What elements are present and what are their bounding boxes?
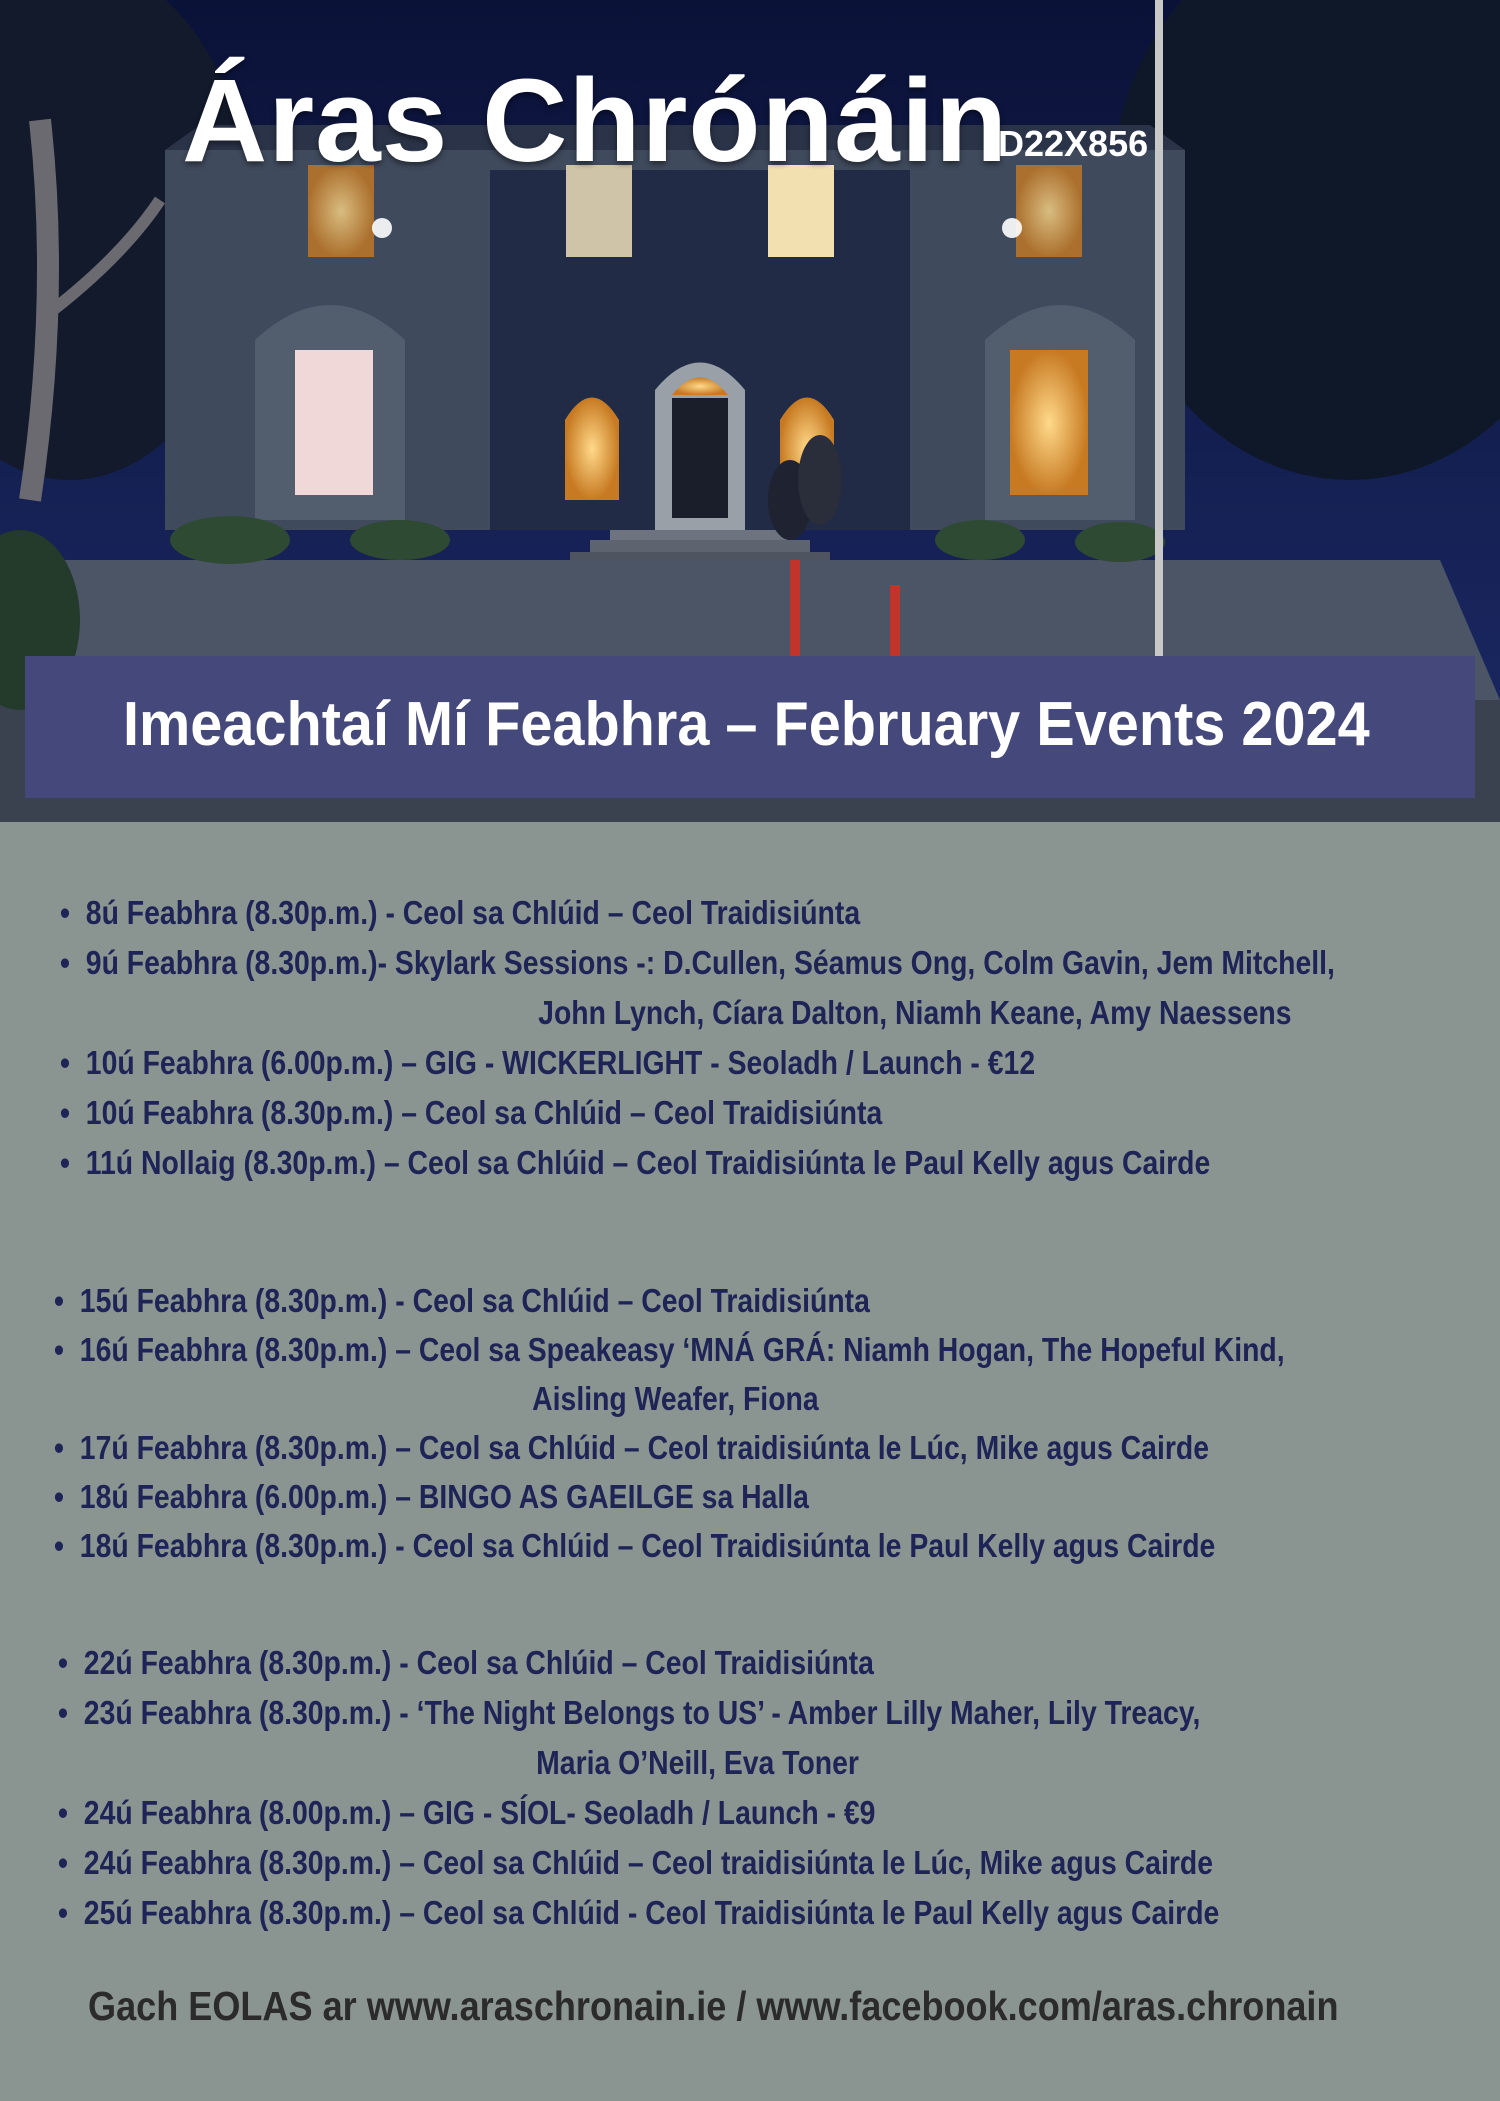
- event-item: [60, 1038, 1335, 1088]
- banner-title: Imeachtaí Mí Feabhra – February Events 2024: [123, 690, 1370, 759]
- event-text: 22ú Feabhra (8.30p.m.) - Ceol sa Chlúid – Ceol Traidisiúnta: [83, 1644, 874, 1681]
- event-item: [54, 1521, 1285, 1570]
- event-item: [58, 1838, 1219, 1888]
- footer-info: Gach EOLAS ar www.araschronain.ie / www.facebook.com/aras.chronain: [88, 1983, 1339, 2029]
- event-item: [54, 1472, 1285, 1521]
- event-continuation: Aisling Weafer, Fiona: [532, 1380, 819, 1417]
- event-text: 24ú Feabhra (8.30p.m.) – Ceol sa Chlúid – Ceol traidisiúnta le Lúc, Mike agus Cairde: [83, 1844, 1214, 1881]
- eircode: D22X856: [998, 123, 1149, 164]
- event-text: 25ú Feabhra (8.30p.m.) – Ceol sa Chlúid - Ceol Traidisiúnta le Paul Kelly agus Cairde: [83, 1894, 1220, 1931]
- event-text: 11ú Nollaig (8.30p.m.) – Ceol sa Chlúid – Ceol Traidisiúnta le Paul Kelly agus Cairde: [85, 1144, 1211, 1181]
- event-text: 10ú Feabhra (8.30p.m.) – Ceol sa Chlúid – Ceol Traidisiúnta: [85, 1094, 883, 1131]
- event-item: [54, 1325, 1285, 1423]
- event-text: 15ú Feabhra (8.30p.m.) - Ceol sa Chlúid – Ceol Traidisiúnta: [79, 1282, 870, 1319]
- event-group: [54, 1276, 1485, 1570]
- event-text: 18ú Feabhra (8.30p.m.) - Ceol sa Chlúid – Ceol Traidisiúnta le Paul Kelly agus Cairde: [79, 1527, 1216, 1564]
- event-item: [54, 1423, 1285, 1472]
- event-item: [60, 888, 1335, 938]
- events-banner: [25, 656, 1475, 798]
- event-item: [60, 938, 1335, 1038]
- event-item: [58, 1688, 1219, 1788]
- event-text: 23ú Feabhra (8.30p.m.) - ‘The Night Belongs to US’ - Amber Lilly Maher, Lily Treacy,: [83, 1694, 1201, 1731]
- event-item: [60, 1138, 1335, 1188]
- event-item: [58, 1888, 1219, 1938]
- event-text: 16ú Feabhra (8.30p.m.) – Ceol sa Speakeasy ‘MNÁ GRÁ: Niamh Hogan, The Hopeful Kind,: [79, 1331, 1285, 1368]
- event-item: [58, 1788, 1219, 1838]
- event-group: [60, 888, 1500, 1188]
- event-item: [58, 1638, 1219, 1688]
- venue-title: Áras Chrónáin: [182, 55, 1009, 187]
- event-group: [58, 1638, 1408, 1938]
- event-text: 9ú Feabhra (8.30p.m.)- Skylark Sessions -: D.Cullen, Séamus Ong, Colm Gavin, Jem Mitchell,: [85, 944, 1335, 981]
- event-continuation: John Lynch, Cíara Dalton, Niamh Keane, Amy Naessens: [538, 994, 1292, 1031]
- event-text: 17ú Feabhra (8.30p.m.) – Ceol sa Chlúid – Ceol traidisiúnta le Lúc, Mike agus Cairde: [79, 1429, 1210, 1466]
- event-text: 18ú Feabhra (6.00p.m.) – BINGO AS GAEILGE sa Halla: [79, 1478, 809, 1515]
- event-item: [54, 1276, 1285, 1325]
- event-text: 10ú Feabhra (6.00p.m.) – GIG - WICKERLIGHT - Seoladh / Launch - €12: [85, 1044, 1036, 1081]
- event-continuation: Maria O’Neill, Eva Toner: [536, 1744, 859, 1781]
- event-text: 8ú Feabhra (8.30p.m.) - Ceol sa Chlúid – Ceol Traidisiúnta: [85, 894, 861, 931]
- event-item: [60, 1088, 1335, 1138]
- event-text: 24ú Feabhra (8.00p.m.) – GIG - SÍOL- Seoladh / Launch - €9: [83, 1794, 876, 1831]
